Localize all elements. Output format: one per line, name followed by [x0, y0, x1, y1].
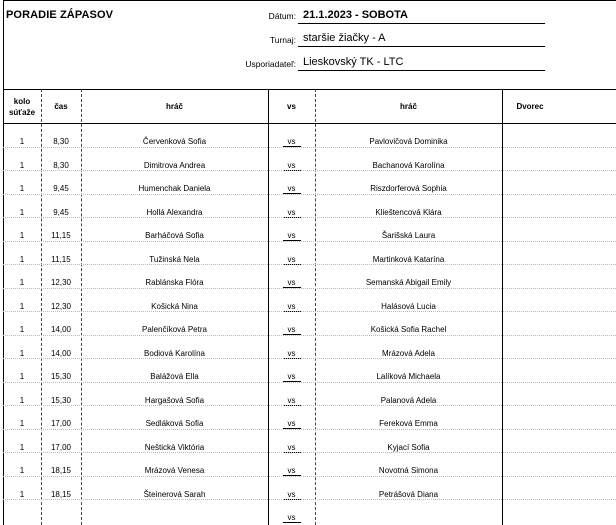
cell-player2: Klieštencová Klára [375, 207, 442, 217]
cell-vs: vs [287, 137, 296, 146]
cell-player1: Palenčíková Petra [142, 325, 207, 334]
cell-time: 15,30 [50, 372, 72, 381]
cell-vs: vs [287, 231, 296, 240]
cell-player1: Tužinská Nela [149, 254, 200, 264]
cell-time: 17,00 [50, 419, 72, 428]
cell-round: 1 [19, 372, 25, 381]
cell-time: 14,00 [50, 348, 72, 358]
header-vs: vs [287, 102, 296, 111]
header-court: Dvorec [516, 102, 544, 111]
row-divider [3, 358, 616, 359]
cell-round: 1 [19, 254, 25, 264]
cell-player2: Bachanová Karolína [372, 160, 445, 170]
cell-vs: vs [287, 489, 296, 499]
cell-player1: Košická Nina [151, 301, 198, 311]
cell-time: 9,45 [53, 184, 69, 193]
cell-vs: vs [287, 254, 296, 264]
cell-vs: vs [287, 184, 296, 193]
cell-vs: vs [287, 466, 296, 475]
row-divider [3, 311, 616, 312]
row-divider [3, 288, 616, 289]
cell-vs: vs [287, 395, 296, 405]
cell-player1: Dimitrova Andrea [143, 160, 206, 170]
organizer-underline [298, 70, 545, 71]
header-round: kolo [13, 97, 31, 106]
cell-time: 8,30 [53, 160, 69, 170]
cell-player2: Halásová Lucia [381, 301, 436, 311]
header-player2: hráč [400, 102, 417, 111]
date-underline [298, 23, 545, 24]
cell-time: 18,15 [50, 466, 72, 475]
cell-time: 9,45 [53, 207, 69, 217]
cell-round: 1 [19, 231, 25, 240]
column-divider-player2 [502, 89, 503, 525]
cell-round: 1 [19, 489, 25, 499]
organizer-label: Usporiadateľ: [245, 59, 296, 69]
cell-player1: Červenková Sofia [142, 137, 207, 146]
cell-time: 11,15 [51, 254, 71, 264]
row-divider [3, 476, 616, 477]
cell-player1: Hargašová Sofia [144, 395, 205, 405]
cell-round: 1 [19, 395, 25, 405]
row-divider [3, 241, 616, 242]
cell-player2: Petrášová Diana [378, 489, 439, 499]
row-divider [3, 264, 616, 265]
cell-vs: vs [287, 372, 296, 381]
cell-round: 1 [19, 301, 25, 311]
cell-time: 17,00 [50, 442, 72, 452]
cell-player1: Mrázová Venesa [144, 466, 205, 475]
row-divider [3, 382, 616, 383]
header-player1: hráč [166, 102, 183, 111]
cell-player1: Balážová Ella [150, 372, 199, 381]
cell-round: 1 [19, 419, 25, 428]
row-divider [3, 170, 616, 171]
cell-player2: Pavlovičová Dominika [369, 137, 448, 146]
cell-round: 1 [19, 160, 25, 170]
sheet-top-border [3, 0, 616, 1]
cell-vs: vs [287, 160, 296, 170]
cell-time: 14,00 [50, 325, 72, 334]
cell-player2: Košická Sofia Rachel [370, 325, 447, 334]
cell-vs: vs [287, 442, 296, 452]
cell-player2: Novotná Simona [378, 466, 439, 475]
vs-underline [283, 522, 301, 523]
row-divider [3, 147, 616, 148]
cell-round: 1 [19, 442, 25, 452]
cell-round: 1 [19, 466, 25, 475]
organizer-value: Lieskovský TK - LTC [303, 56, 404, 68]
row-divider [3, 335, 616, 336]
cell-player2: Palanová Adela [380, 395, 437, 405]
header-competition: súťaže [8, 108, 36, 117]
cell-time: 12,30 [50, 301, 72, 311]
cell-player1: Barháčová Sofia [145, 231, 204, 240]
header-time: čas [54, 102, 68, 111]
cell-player2: Semanská Abigail Emily [365, 278, 452, 287]
page-title: PORADIE ZÁPASOV [6, 9, 114, 21]
tournament-label: Turnaj: [269, 35, 296, 45]
cell-vs: vs [287, 278, 296, 287]
row-divider [3, 452, 616, 453]
cell-round: 1 [19, 184, 25, 193]
row-divider [3, 194, 616, 195]
cell-time: 11,15 [51, 231, 71, 240]
cell-time: 18,15 [50, 489, 72, 499]
cell-time: 12,30 [50, 278, 72, 287]
cell-player2: Kyjací Sofia [387, 442, 430, 452]
cell-player1: Sedláková Sofia [145, 419, 204, 428]
table-header-border [3, 123, 616, 124]
cell-vs: vs [287, 513, 296, 522]
cell-player2: Lalíková Michaela [376, 372, 441, 381]
cell-vs: vs [287, 419, 296, 428]
row-divider [3, 405, 616, 406]
cell-round: 1 [19, 137, 25, 146]
cell-player2: Mrázová Adela [382, 348, 435, 358]
table-top-border [3, 89, 616, 90]
cell-round: 1 [19, 207, 25, 217]
cell-vs: vs [287, 301, 296, 311]
row-divider [3, 429, 616, 430]
cell-player1: Šteinerová Sarah [143, 489, 206, 499]
cell-player2: Martinková Katarína [372, 254, 445, 264]
row-divider [3, 217, 616, 218]
cell-round: 1 [19, 348, 25, 358]
tournament-value: staršie žiačky - A [303, 32, 386, 44]
cell-player1: Hollá Alexandra [146, 207, 203, 217]
cell-time: 15,30 [50, 395, 72, 405]
cell-vs: vs [287, 348, 296, 358]
cell-player2: Riszdorferová Sophia [370, 184, 447, 193]
cell-player1: Humenchak Daniela [138, 184, 211, 193]
date-label: Dátum: [268, 11, 296, 21]
cell-player1: Neštická Viktória [144, 442, 205, 452]
date-value: 21.1.2023 - SOBOTA [303, 9, 408, 21]
cell-player2: Šarišská Laura [381, 231, 436, 240]
cell-vs: vs [287, 325, 296, 334]
cell-vs: vs [287, 207, 296, 217]
cell-time: 8,30 [53, 137, 69, 146]
cell-player1: Bodiová Karolína [144, 348, 205, 358]
cell-round: 1 [19, 325, 25, 334]
cell-player1: Rablánska Flóra [145, 278, 204, 287]
cell-player2: Fereková Emma [379, 419, 438, 428]
tournament-underline [298, 46, 545, 47]
cell-round: 1 [19, 278, 25, 287]
row-divider [3, 499, 616, 500]
